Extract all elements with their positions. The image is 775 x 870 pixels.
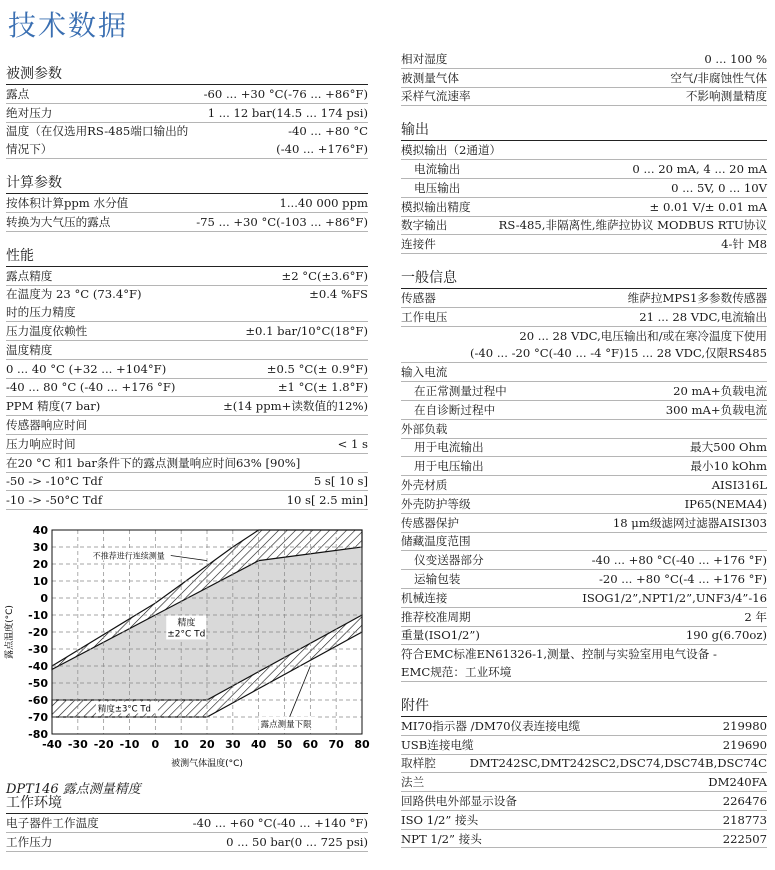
spec-label: 传感器响应时间 (6, 418, 88, 433)
x-tick-label: 60 (302, 738, 318, 751)
spec-row (6, 140, 368, 159)
spec-row (6, 360, 368, 379)
spec-row (6, 416, 368, 435)
x-tick-label: 50 (276, 738, 293, 751)
spec-label: 电压输出 (414, 180, 461, 195)
spec-row (6, 286, 368, 304)
y-tick-label: -10 (28, 609, 48, 622)
spec-label: 电子器件工作温度 (6, 815, 99, 830)
spec-label: 温度精度 (6, 342, 53, 357)
spec-row (401, 235, 767, 254)
spec-row (401, 755, 767, 774)
spec-row (401, 345, 767, 364)
spec-value: RS-485,非隔离性,维萨拉协议 MODBUS RTU协议 (498, 218, 767, 233)
spec-row (6, 123, 368, 141)
x-tick-label: 40 (251, 738, 267, 751)
spec-row (401, 420, 767, 439)
spec-value: ±0.1 bar/10°C(18°F) (245, 324, 368, 339)
y-tick-label: -30 (28, 643, 48, 656)
spec-label: 在正常测量过程中 (414, 384, 507, 399)
spec-value: ISOG1/2”,NPT1/2”,UNF3/4”-16 (582, 590, 767, 605)
right-column-specs (401, 50, 767, 848)
spec-value: 2 年 (744, 609, 767, 624)
section-header: 输出 (401, 120, 767, 141)
spec-row (401, 363, 767, 382)
spec-label: 模拟输出精度 (401, 199, 471, 214)
spec-row (401, 773, 767, 792)
spec-row (401, 198, 767, 217)
spec-label: 露点 (6, 86, 30, 101)
spec-row (401, 439, 767, 458)
chart-caption: DPT146 露点测量精度 (6, 782, 141, 797)
spec-row (401, 476, 767, 495)
spec-row (6, 491, 368, 510)
spec-row (401, 551, 767, 570)
annotation-accuracy-2c-value: ±2°C Td (167, 629, 206, 640)
spec-row (6, 267, 368, 286)
spec-row (401, 830, 767, 849)
section-header: 附件 (401, 696, 767, 717)
spec-label: 温度（在仅选用RS-485端口输出的 (6, 124, 189, 139)
spec-value: 0 ... 20 mA, 4 ... 20 mA (632, 162, 767, 177)
spec-label: 在自诊断过程中 (414, 402, 496, 417)
spec-value: 190 g(6.70oz) (685, 628, 767, 643)
spec-value: ±(14 ppm+读数值的12%) (223, 399, 368, 414)
spec-label: USB连接电缆 (401, 737, 474, 752)
spec-value: 10 s[ 2.5 min] (286, 493, 368, 508)
spec-value: ±0.4 %FS (309, 287, 368, 302)
spec-row (401, 289, 767, 308)
spec-label: 回路供电外部显示设备 (401, 793, 517, 808)
spec-label: 外壳材质 (401, 478, 448, 493)
x-axis-label: 被测气体温度(°C) (171, 759, 243, 769)
y-tick-label: -40 (28, 660, 48, 673)
x-tick-label: 70 (328, 738, 344, 751)
spec-value: -60 ... +30 °C(-76 ... +86°F) (203, 86, 368, 101)
spec-row (401, 627, 767, 646)
spec-label: 法兰 (401, 775, 425, 790)
spec-label: 传感器 (401, 291, 436, 306)
spec-label: 情况下） (6, 142, 53, 157)
spec-label: 用于电流输出 (414, 440, 484, 455)
spec-value: 0 ... 5V, 0 ... 10V (671, 180, 767, 195)
x-tick-label: 20 (199, 738, 215, 751)
spec-row (6, 473, 368, 492)
spec-value: 最大500 Ohm (690, 440, 767, 455)
y-tick-label: -70 (28, 711, 48, 724)
spec-label: 压力温度依赖性 (6, 324, 88, 339)
spec-label: 工作电压 (401, 309, 448, 324)
spec-value: 219980 (722, 718, 767, 733)
spec-row (401, 608, 767, 627)
spec-label: 0 ... 40 °C (+32 ... +104°F) (6, 361, 167, 376)
spec-row (6, 379, 368, 398)
spec-label: 外部负载 (401, 421, 448, 436)
spec-row (401, 645, 767, 663)
spec-value: -75 ... +30 °C(-103 ... +86°F) (196, 214, 368, 229)
spec-label: 模拟输出（2通道） (401, 143, 502, 158)
spec-label: EMC规范：工业环境 (401, 665, 512, 679)
spec-value: 21 ... 28 VDC,电流输出 (639, 309, 767, 324)
spec-value: 20 mA+负载电流 (673, 384, 767, 399)
left-column-specs (6, 50, 368, 510)
spec-label: 仪变送器部分 (414, 553, 484, 568)
spec-row (6, 104, 368, 123)
spec-label: NPT 1/2” 接头 (401, 831, 482, 846)
spec-label: 露点精度 (6, 268, 53, 283)
spec-value: -20 ... +80 °C(-4 ... +176 °F) (598, 572, 767, 587)
spec-row (401, 179, 767, 198)
x-tick-label: 10 (173, 738, 189, 751)
spec-row (6, 194, 368, 213)
x-tick-label: -10 (119, 738, 140, 751)
spec-value: -40 ... +80 °C(-40 ... +176 °F) (591, 553, 767, 568)
spec-value: -40 ... +60 °C(-40 ... +140 °F) (192, 815, 368, 830)
spec-value: DMT242SC,DMT242SC2,DSC74,DSC74B,DSC74C (469, 756, 767, 771)
page-title: 技术数据 (8, 9, 129, 42)
y-tick-label: -20 (28, 626, 48, 639)
spec-value: ±2 °C(±3.6°F) (281, 268, 368, 283)
spec-value: 20 ... 28 VDC,电压输出和/或在寒冷温度下使用 (519, 328, 767, 343)
spec-row (401, 308, 767, 327)
y-tick-label: 0 (40, 592, 48, 605)
section-header: 一般信息 (401, 268, 767, 289)
y-tick-label: -50 (28, 677, 48, 690)
spec-value: 最小10 kOhm (690, 459, 767, 474)
spec-label: -40 ... 80 °C (-40 ... +176 °F) (6, 380, 176, 395)
spec-row (401, 141, 767, 160)
spec-label: 外壳防护等级 (401, 496, 471, 511)
x-tick-label: 30 (225, 738, 241, 751)
spec-row (6, 341, 368, 360)
spec-label: 传感器保护 (401, 515, 459, 530)
spec-row (6, 833, 368, 852)
spec-label: 用于电压输出 (414, 459, 484, 474)
spec-label: 储藏温度范围 (401, 534, 471, 549)
spec-label: 重量(ISO1/2”) (401, 628, 480, 643)
spec-label: 连接件 (401, 237, 436, 252)
x-tick-label: 80 (354, 738, 370, 751)
spec-value: 0 ... 100 % (704, 51, 767, 66)
spec-label: 在温度为 23 °C (73.4°F) (6, 287, 142, 302)
spec-row (401, 457, 767, 476)
spec-row (401, 663, 767, 682)
y-tick-label: 30 (32, 541, 48, 554)
spec-value: DM240FA (708, 775, 767, 790)
spec-row (401, 327, 767, 345)
spec-value: 不影响测量精度 (685, 89, 767, 104)
spec-label: -50 -> -10°C Tdf (6, 474, 103, 489)
spec-label: ISO 1/2” 接头 (401, 812, 479, 827)
spec-row (401, 792, 767, 811)
spec-value: 222507 (722, 831, 767, 846)
spec-value: 218773 (722, 812, 767, 827)
spec-label: 在20 °C 和1 bar条件下的露点测量响应时间63% [90%] (6, 455, 301, 470)
annotation-lower-limit: 露点测量下限 (260, 719, 312, 730)
y-tick-label: -80 (28, 728, 48, 741)
spec-value: -40 ... +80 °C (288, 124, 368, 139)
spec-row (6, 814, 368, 833)
spec-value: (-40 ... -20 °C(-40 ... -4 °F)15 ... 28 VDC,仅限RS485 (469, 346, 767, 361)
spec-row (401, 717, 767, 736)
spec-row (401, 160, 767, 179)
spec-label: 输入电流 (401, 365, 448, 380)
spec-label: 运输包装 (414, 572, 461, 587)
spec-row (401, 811, 767, 830)
spec-value: ± 0.01 V/± 0.01 mA (649, 199, 767, 214)
spec-label: 符合EMC标准EN61326-1,测量、控制与实验室用电气设备 - (401, 647, 717, 662)
spec-value: 300 mA+负载电流 (665, 402, 767, 417)
spec-value: 5 s[ 10 s] (313, 474, 368, 489)
spec-value: 0 ... 50 bar(0 ... 725 psi) (226, 834, 368, 849)
spec-label: MI70指示器 /DM70仪表连接电缆 (401, 718, 581, 733)
spec-label: 推荐校准周期 (401, 609, 471, 624)
spec-value: < 1 s (337, 436, 368, 451)
spec-value: 219690 (722, 737, 767, 752)
x-tick-label: -40 (42, 738, 62, 751)
spec-row (401, 495, 767, 514)
spec-label: 工作压力 (6, 834, 53, 849)
spec-row (401, 514, 767, 533)
annotation-not-recommended: 不推荐进行连续测量 (92, 551, 165, 561)
y-tick-label: 20 (32, 558, 48, 571)
y-tick-label: 40 (32, 524, 48, 537)
spec-row (401, 382, 767, 401)
spec-value: IP65(NEMA4) (684, 496, 767, 511)
spec-row (6, 454, 368, 473)
section-header: 被测参数 (6, 64, 368, 85)
spec-label: 绝对压力 (6, 105, 53, 120)
left-column-environment (6, 793, 368, 852)
x-tick-label: 0 (151, 738, 160, 751)
spec-value: ±0.5 °C(± 0.9°F) (266, 361, 368, 376)
spec-label: 按体积计算ppm 水分值 (6, 196, 129, 211)
spec-value: 1 ... 12 bar(14.5 ... 174 psi) (207, 105, 368, 120)
spec-label: 转换为大气压的露点 (6, 214, 111, 229)
section-header: 性能 (6, 246, 368, 267)
spec-label: 采样气流速率 (401, 89, 471, 104)
spec-label: PPM 精度(7 bar) (6, 399, 101, 414)
annotation-accuracy-3c: 精度±3°C Td (97, 704, 151, 715)
spec-value: AISI316L (711, 478, 767, 493)
x-tick-label: -20 (93, 738, 114, 751)
spec-row (401, 736, 767, 755)
spec-label: 时的压力精度 (6, 305, 76, 320)
dewpoint-accuracy-chart (0, 520, 370, 780)
spec-row (6, 303, 368, 322)
y-tick-label: 10 (32, 575, 48, 588)
section-header: 工作环境 (6, 793, 368, 814)
spec-value: 1...40 000 ppm (279, 196, 368, 211)
spec-label: 数字输出 (401, 218, 448, 233)
spec-row (401, 570, 767, 589)
x-tick-label: -30 (67, 738, 88, 751)
spec-row (401, 88, 767, 107)
spec-label: 压力响应时间 (6, 436, 76, 451)
spec-value: 18 μm级滤网过滤器AISI303 (612, 515, 767, 530)
spec-label: 被测量气体 (401, 70, 459, 85)
spec-row (401, 50, 767, 69)
spec-row (401, 401, 767, 420)
spec-value: 空气/非腐蚀性气体 (670, 70, 767, 85)
spec-label: 取样腔 (401, 756, 436, 771)
spec-label: 机械连接 (401, 590, 448, 605)
spec-row (6, 435, 368, 454)
spec-row (401, 69, 767, 88)
annotation-accuracy-2c: 精度 (177, 618, 196, 629)
spec-row (6, 322, 368, 341)
section-header: 计算参数 (6, 173, 368, 194)
spec-row (6, 213, 368, 232)
spec-value: 4-针 M8 (721, 237, 767, 252)
y-tick-label: -60 (28, 694, 48, 707)
y-axis-label: 露点温度(°C) (5, 605, 15, 659)
spec-value: 维萨拉MPS1多参数传感器 (627, 291, 767, 306)
spec-row (401, 217, 767, 236)
spec-row (6, 85, 368, 104)
spec-value: 226476 (722, 793, 767, 808)
spec-value: ±1 °C(± 1.8°F) (277, 380, 368, 395)
spec-row (401, 533, 767, 552)
spec-row (401, 589, 767, 608)
spec-label: 电流输出 (414, 162, 461, 177)
spec-value: (-40 ... +176°F) (276, 142, 368, 157)
spec-label: 相对湿度 (401, 51, 448, 66)
spec-label: -10 -> -50°C Tdf (6, 493, 103, 508)
spec-row (6, 397, 368, 416)
